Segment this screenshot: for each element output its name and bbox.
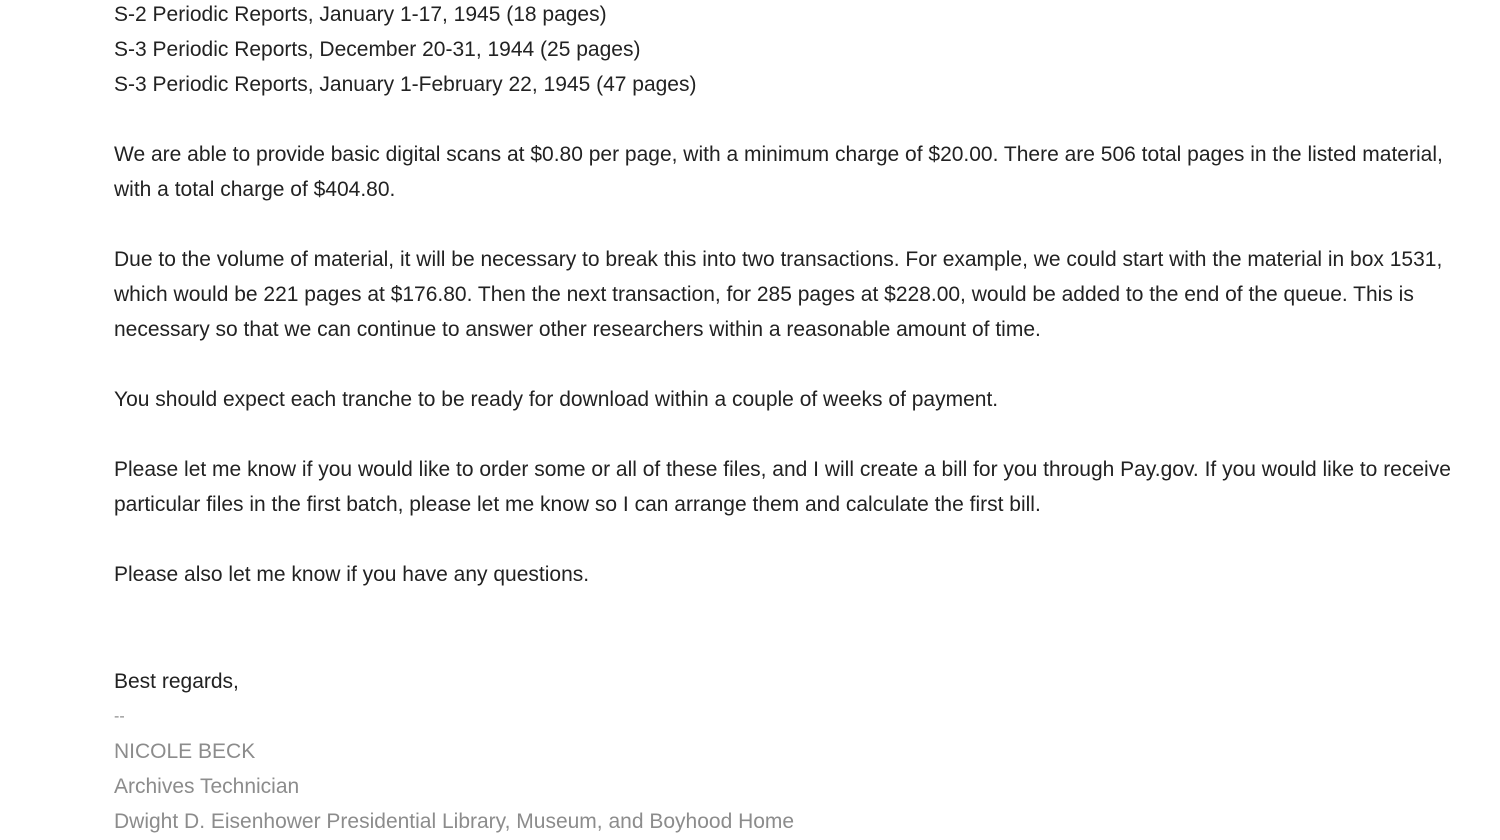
signature-name: NICOLE BECK [114, 740, 256, 763]
timing-paragraph: You should expect each tranche to be ready for download within a couple of weeks of payment. [114, 388, 999, 411]
questions-paragraph: Please also let me know if you have any questions. [114, 563, 590, 586]
pricing-paragraph: We are able to provide basic digital scans at $0.80 per page, with a minimum charge of $20.00. There are 506 total pages in the listed material, with a total charge of $404.80. [114, 143, 1443, 201]
signature-organization: Dwight D. Eisenhower Presidential Library, Museum, and Boyhood Home [114, 810, 795, 833]
report-list [114, 0, 1484, 102]
transactions-paragraph: Due to the volume of material, it will be necessary to break this into two transactions. For example, we could start with the material in box 1531, which would be 221 pages at $176.80. Then the next transaction, for 285 pages at $228.00, would be added to the end of the queue. This is necessary so that we can continue to answer other researchers within a reasonable amount of time. [114, 248, 1443, 341]
signature-separator: -- [114, 708, 125, 725]
signature [114, 699, 1484, 839]
signature-title: Archives Technician [114, 775, 300, 798]
report-list-item: S-2 Periodic Reports, January 1-17, 1945 (18 pages) [114, 3, 607, 26]
report-list-item: S-3 Periodic Reports, December 20-31, 1944 (25 pages) [114, 38, 641, 61]
report-list-item: S-3 Periodic Reports, January 1-February 22, 1945 (47 pages) [114, 73, 697, 96]
order-paragraph: Please let me know if you would like to order some or all of these files, and I will create a bill for you through Pay.gov. If you would like to receive particular files in the first batch, please let me know so I can arrange them and calculate the first bill. [114, 458, 1451, 516]
email-body [114, 0, 1484, 839]
closing: Best regards, [114, 670, 239, 693]
